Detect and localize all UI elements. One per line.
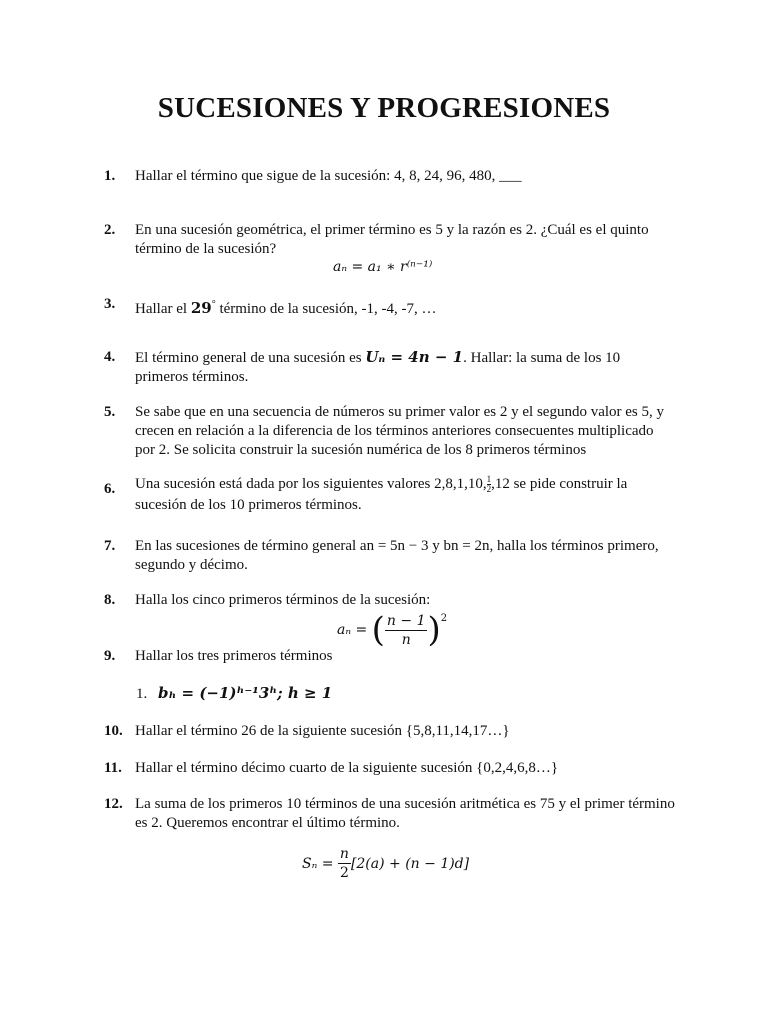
fraction-denominator: n (401, 631, 411, 648)
formula-lhs: aₙ = (337, 622, 368, 638)
item-number: 3. (104, 296, 116, 312)
item-text-bold: 29 (190, 299, 212, 317)
item-text-post: término de la sucesión, -1, -4, -7, … (215, 301, 437, 317)
item-text: Hallar los tres primeros términos (135, 648, 333, 664)
fraction (338, 845, 351, 882)
item-number: 2. (104, 222, 116, 238)
formula-paren-left: ( (371, 610, 385, 650)
item-text-pre: El término general de una sucesión es (135, 350, 366, 366)
sub-item (136, 684, 684, 704)
item-text-sup: ° (211, 299, 216, 310)
fraction-denominator: 2 (339, 865, 349, 881)
item-number: 5. (104, 404, 116, 420)
item-number: 1. (104, 168, 116, 184)
item-text-post: ,12 se pide construir la sucesión de los 10 primeros términos. (135, 476, 628, 513)
item-number: 9. (104, 648, 116, 664)
item-text: Hallar el término 26 de la siguiente sucesión {5,8,11,14,17…} (135, 723, 510, 739)
item-text: En una sucesión geométrica, el primer término es 5 y la razón es 2. ¿Cuál es el quinto término de la sucesión? (135, 222, 649, 257)
sub-item-formula: bₕ = (−1)ʰ⁻¹3ʰ; h ≥ 1 (158, 684, 333, 702)
item-number: 11. (104, 760, 122, 776)
fraction-numerator: n − 1 (386, 612, 426, 629)
item-number: 12. (104, 796, 123, 812)
item-text: Hallar el término décimo cuarto de la siguiente sucesión {0,2,4,6,8…} (135, 760, 559, 776)
formula-sequence (337, 610, 447, 650)
formula-rhs: [2(a) + (n − 1)d] (350, 855, 470, 872)
formula-exponent: 2 (440, 613, 448, 624)
page-title: SUCESIONES Y PROGRESIONES (157, 92, 611, 124)
item-text (135, 348, 675, 387)
item-number: 4. (104, 349, 116, 365)
formula-paren-right: ) (427, 610, 441, 650)
item-number: 8. (104, 592, 116, 608)
item-text: En las sucesiones de término general an = 5n − 3 y bn = 2n, halla los términos primero, segundo y décimo. (135, 538, 659, 573)
formula-geometric: aₙ = a₁ ∗ r⁽ⁿ⁻¹⁾ (333, 259, 433, 275)
fraction-denominator: 2 (486, 484, 492, 495)
item-text: Hallar el término que sigue de la sucesión: 4, 8, 24, 96, 480, ___ (135, 168, 522, 184)
fraction-numerator: n (339, 846, 349, 862)
formula-lhs: Sₙ = (302, 855, 334, 872)
item-number: 10. (104, 723, 123, 739)
item-number: 6. (104, 481, 116, 497)
fraction-numerator: 1 (486, 474, 492, 485)
item-text-post: . Hallar: la suma de los 10 primeros términos. (135, 350, 621, 385)
item-text-pre: Hallar el (135, 301, 191, 317)
sub-item-number: 1. (136, 686, 148, 702)
item-text: La suma de los primeros 10 términos de una sucesión aritmética es 75 y el primer término es 2. Queremos encontrar el último término. (135, 796, 675, 831)
formula-sum (302, 845, 469, 882)
item-formula: Uₙ = 4n − 1 (365, 348, 464, 366)
item-text-pre: Una sucesión está dada por los siguientes valores 2,8,1,10, (135, 476, 487, 492)
item-text: Halla los cinco primeros términos de la sucesión: (135, 592, 431, 608)
fraction (385, 612, 428, 649)
item-text: Se sabe que en una secuencia de números su primer valor es 2 y el segundo valor es 5, y crecen en relación a la diferencia de los términos anteriores consecuentes multiplicado por 2. Se solicita construir la sucesión numérica de los 8 primeros términos (135, 404, 665, 458)
item-text (135, 474, 645, 516)
item-text (135, 295, 683, 319)
item-number: 7. (104, 538, 116, 554)
